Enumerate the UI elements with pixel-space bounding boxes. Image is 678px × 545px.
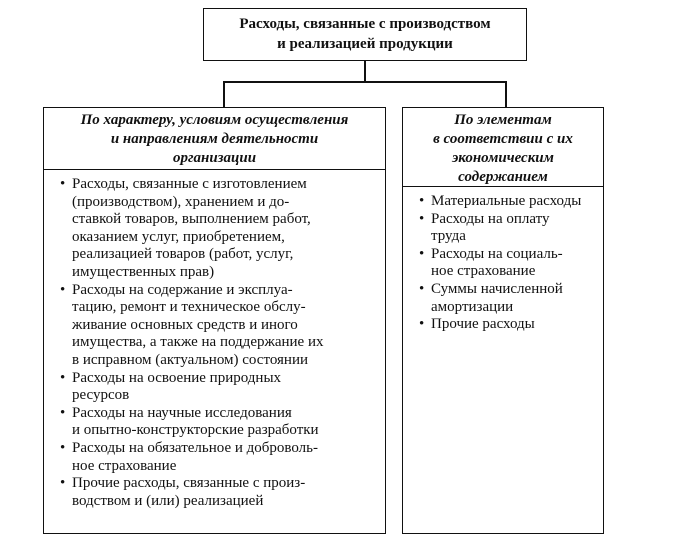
connector-left	[223, 81, 225, 107]
root-line: Расходы, связанные с производством	[239, 16, 491, 32]
header-line: содержанием	[458, 169, 548, 185]
connector-horizontal	[223, 81, 506, 83]
list-item-line: в исправном (актуальном) состоянии	[72, 351, 309, 368]
list-item-line: имущества, а также на поддержание их	[72, 334, 324, 351]
list-item-line: реализацией товаров (работ, услуг,	[72, 246, 294, 263]
list-item	[419, 211, 603, 246]
header-line: в соответствии с их	[433, 131, 573, 147]
list-item-line: • Расходы на научные исследования	[72, 404, 292, 421]
connector-right	[505, 81, 507, 107]
list-item-line: имущественных прав)	[72, 263, 215, 280]
left-branch-list	[44, 170, 385, 510]
list-item-line: • Расходы на социаль-	[431, 245, 563, 262]
header-line: По элементам	[454, 112, 552, 128]
list-item	[60, 475, 385, 510]
list-item	[60, 405, 385, 440]
list-item-line: труда	[431, 228, 466, 245]
list-item-line: ставкой товаров, выполнением работ,	[72, 211, 311, 228]
list-item-line: ное страхование	[431, 263, 536, 280]
list-item-line: • Расходы, связанные с изготовлением	[72, 176, 307, 192]
list-item-line: водством и (или) реализацией	[72, 492, 264, 509]
list-item-line: ное страхование	[72, 457, 177, 474]
list-item-line: тацию, ремонт и техническое обслу-	[72, 299, 306, 316]
list-item-line: • Расходы на содержание и эксплуа-	[72, 281, 293, 298]
list-item-line: • Расходы на обязательное и доброволь-	[72, 439, 319, 456]
list-item	[419, 281, 603, 316]
list-item	[60, 282, 385, 370]
list-item-line: оказанием услуг, приобретением,	[72, 228, 285, 245]
left-branch-header	[44, 108, 385, 170]
list-item-line: ресурсов	[72, 387, 130, 404]
list-item-line: амортизации	[431, 298, 514, 315]
list-item-line: • Прочие расходы, связанные с произ-	[72, 475, 306, 492]
right-branch-list	[403, 187, 603, 334]
header-line: По характеру, условиям осуществления	[80, 112, 349, 128]
list-item	[60, 370, 385, 405]
list-item	[60, 440, 385, 475]
connector-vertical	[364, 61, 366, 82]
list-item-line: • Прочие расходы	[431, 316, 535, 333]
list-item-line: живание основных средств и иного	[72, 316, 298, 333]
root-line: и реализацией продукции	[277, 36, 453, 52]
root-node	[203, 8, 527, 61]
header-line: экономическим	[452, 150, 554, 166]
list-item-line: • Расходы на оплату	[431, 210, 550, 227]
list-item	[419, 316, 603, 334]
list-item-line: (производством), хранением и до-	[72, 193, 290, 210]
list-item-line: • Суммы начисленной	[431, 280, 563, 297]
header-line: и направлениям деятельности	[110, 131, 319, 147]
list-item	[419, 193, 603, 211]
list-item	[419, 246, 603, 281]
header-line: организации	[172, 150, 257, 166]
left-branch-node	[43, 107, 386, 534]
right-branch-header	[403, 108, 603, 187]
right-branch-node	[402, 107, 604, 534]
list-item-line: • Расходы на освоение природных	[72, 369, 282, 386]
list-item	[60, 176, 385, 282]
list-item-line: и опытно-конструкторские разработки	[72, 422, 319, 439]
list-item-line: • Материальные расходы	[431, 193, 582, 209]
